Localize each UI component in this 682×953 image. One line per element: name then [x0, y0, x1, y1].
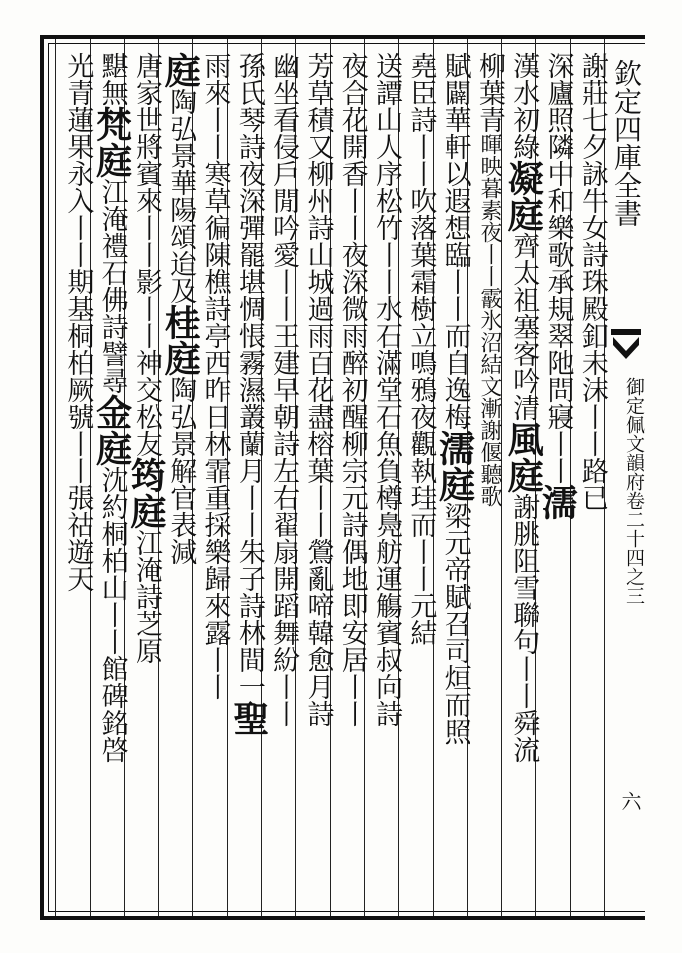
entry-text: 賦闢華軒以遐想臨丨丨而自逸: [439, 52, 471, 403]
head-term: 梵庭: [90, 106, 133, 178]
entry-text: 黮無: [96, 52, 128, 106]
entry-text: 深廬照隣中和樂歌承規翠阤問寢丨丨: [542, 52, 574, 484]
head-term: 金庭: [90, 394, 133, 466]
entry-text: 夜觀執珪而丨丨元結: [405, 403, 437, 646]
entry-text: 孫氏琴詩夜深彈罷堪惆悵霧濕叢蘭月丨丨朱子詩林間一: [233, 52, 265, 700]
entry-text: 謝朓阻雪聯句丨丨舜流: [508, 493, 540, 763]
entry-text: 梁元帝賦召司烜而照: [439, 502, 471, 745]
entry-text: 梅: [439, 403, 471, 430]
entry-text: 陶弘景解官表減: [165, 376, 197, 565]
entry-text: 唐家世將賓來丨丨影丨丨神交松友: [130, 52, 162, 457]
entry-text: 江淹詩芝原: [130, 529, 162, 664]
text-column: [49, 52, 95, 912]
head-term: 濡: [536, 484, 579, 520]
head-term: 筠庭: [124, 457, 167, 529]
fish-tail-mark-icon: [611, 329, 641, 369]
entry-text: 光: [62, 52, 94, 79]
entry-text: 謝莊七夕詠牛女詩珠殿釦未沫丨丨路已: [576, 52, 608, 511]
head-term: 庭: [159, 52, 202, 88]
section-title: 御定佩文韻府: [623, 377, 645, 491]
book-title: 欽定四庫全書: [610, 59, 643, 227]
volume-label: 卷二十四之三: [623, 491, 645, 605]
entry-text: 夜合花開香丨丨夜深微雨醉初醒柳宗元詩偶地即安居丨丨: [336, 52, 368, 727]
margin-column: [607, 39, 645, 916]
entry-text: 青蓮果永入丨丨期基桐柏厥號丨丨張祜遊天: [62, 79, 94, 592]
head-term: 聖: [227, 700, 270, 736]
entry-text: 漢水初綠: [508, 52, 540, 160]
entry-text: 江淹禮石佛詩譬尋: [96, 178, 128, 394]
section-label: [607, 377, 645, 605]
entry-text: 陶弘景華陽頌迨及: [165, 88, 197, 304]
entry-text: 送譚山人序松竹丨丨水石滿堂石魚負樽鳧舫運觴賓叔向詩: [371, 52, 403, 727]
head-term: 桂庭: [159, 304, 202, 376]
entry-text: 幽坐看侵戶閒吟愛丨丨王建早朝詩左右翟扇開蹈舞紛丨丨: [268, 52, 300, 727]
entry-text: 齊太祖塞客吟清: [508, 232, 540, 421]
entry-text: 暉映暮素夜丨丨霰氷沼結文漸謝偃聽歌: [476, 133, 502, 507]
entry-text: 芳草積又柳州詩山城過雨百花盡榕葉丨丨鶯亂啼韓愈月詩: [302, 52, 334, 727]
entry-text: 沈約桐柏山丨丨館碑銘啓: [96, 466, 128, 763]
column-text: [49, 52, 95, 592]
head-term: 風庭: [502, 421, 545, 493]
entry-text: 柳葉青: [473, 52, 505, 133]
entry-text: 雨來丨丨寒草徧陳樵詩亭西昨日林霏重採樂歸來露丨丨: [199, 52, 231, 700]
head-term: 濡庭: [433, 430, 476, 502]
head-term: 凝庭: [502, 160, 545, 232]
entry-text: 堯臣詩丨丨吹落葉霜樹立鳴鴉: [405, 52, 437, 403]
leaf-number: 六: [618, 791, 642, 811]
